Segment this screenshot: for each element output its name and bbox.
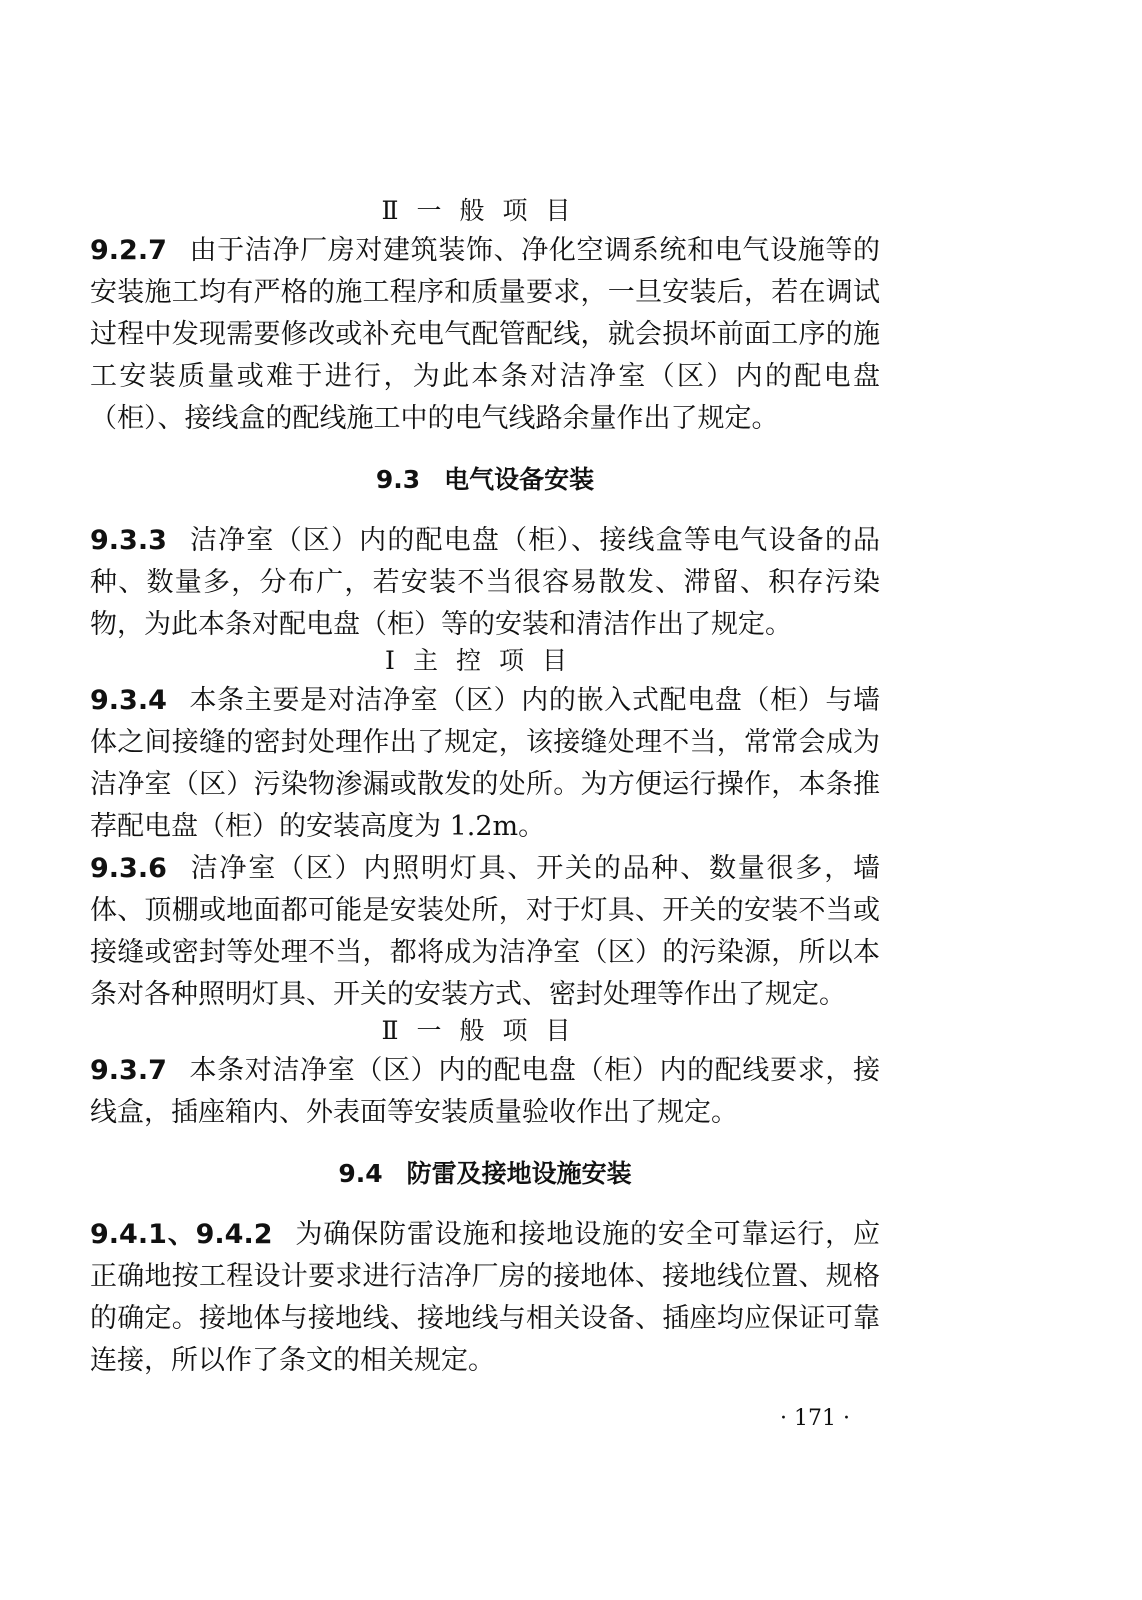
subsection-roman: Ⅰ [385,646,413,675]
subsection-roman: Ⅱ [381,196,417,225]
clause-paragraph [90,848,880,1016]
section-heading [90,1156,880,1192]
subsection-title: 一般项目 [416,196,589,225]
subsection-heading-main [90,646,880,676]
clause-number: 9.3.6 [90,853,167,884]
clause-text: 为确保防雷设施和接地设施的安全可靠运行，应正确地按工程设计要求进行洁净厂房的接地体、接地线位置、规格的确定。接地体与接地线、接地线与相关设备、插座均应保证可靠连接，所以作了条文的相关规定。 [90,1219,881,1376]
clause-paragraph [90,1214,880,1382]
clause-paragraph [90,1050,880,1134]
clause-text: 洁净室（区）内照明灯具、开关的品种、数量很多，墙体、顶棚或地面都可能是安装处所，对于灯具、开关的安装不当或接缝或密封等处理不当，都将成为洁净室（区）的污染源，所以本条对各种照明灯具、开关的安装方式、密封处理等作出了规定。 [90,853,880,1010]
clause-text: 洁净室（区）内的配电盘（柜）、接线盒等电气设备的品种、数量多，分布广，若安装不当很容易散发、滞留、积存污染物，为此本条对配电盘（柜）等的安装和清洁作出了规定。 [90,525,880,640]
clause-number: 9.2.7 [90,235,167,266]
clause-number: 9.3.3 [90,525,167,556]
clause-number: 9.3.7 [90,1055,167,1086]
section-number: 9.3 [375,465,421,494]
clause-number: 9.4.1、9.4.2 [90,1219,273,1250]
section-heading [90,462,880,498]
clause-text: 由于洁净厂房对建筑装饰、净化空调系统和电气设施等的安装施工均有严格的施工程序和质量要求，一旦安装后，若在调试过程中发现需要修改或补充电气配管配线，就会损坏前面工序的施工安装质量或难于进行，为此本条对洁净室（区）内的配电盘（柜）、接线盒的配线施工中的电气线路余量作出了规定。 [90,235,880,434]
section-title: 电气设备安装 [444,465,595,494]
section-number: 9.4 [338,1159,383,1188]
subsection-heading-general [90,1016,880,1046]
section-title: 防雷及接地设施安装 [406,1159,632,1188]
clause-number: 9.3.4 [90,685,167,716]
subsection-roman: Ⅱ [381,1016,417,1045]
page-number: · 171 · [780,1406,850,1431]
clause-text: 本条对洁净室（区）内的配电盘（柜）内的配线要求，接线盒，插座箱内、外表面等安装质量验收作出了规定。 [90,1055,880,1128]
subsection-heading-general [90,196,880,226]
page-content [90,196,880,1382]
clause-paragraph [90,520,880,646]
clause-paragraph [90,230,880,440]
clause-text: 本条主要是对洁净室（区）内的嵌入式配电盘（柜）与墙体之间接缝的密封处理作出了规定，该接缝处理不当，常常会成为洁净室（区）污染物渗漏或散发的处所。为方便运行操作，本条推荐配电盘（柜）的安装高度为 1.2m。 [90,685,880,842]
subsection-title: 一般项目 [416,1016,589,1045]
subsection-title: 主控项目 [412,646,585,675]
clause-paragraph [90,680,880,848]
